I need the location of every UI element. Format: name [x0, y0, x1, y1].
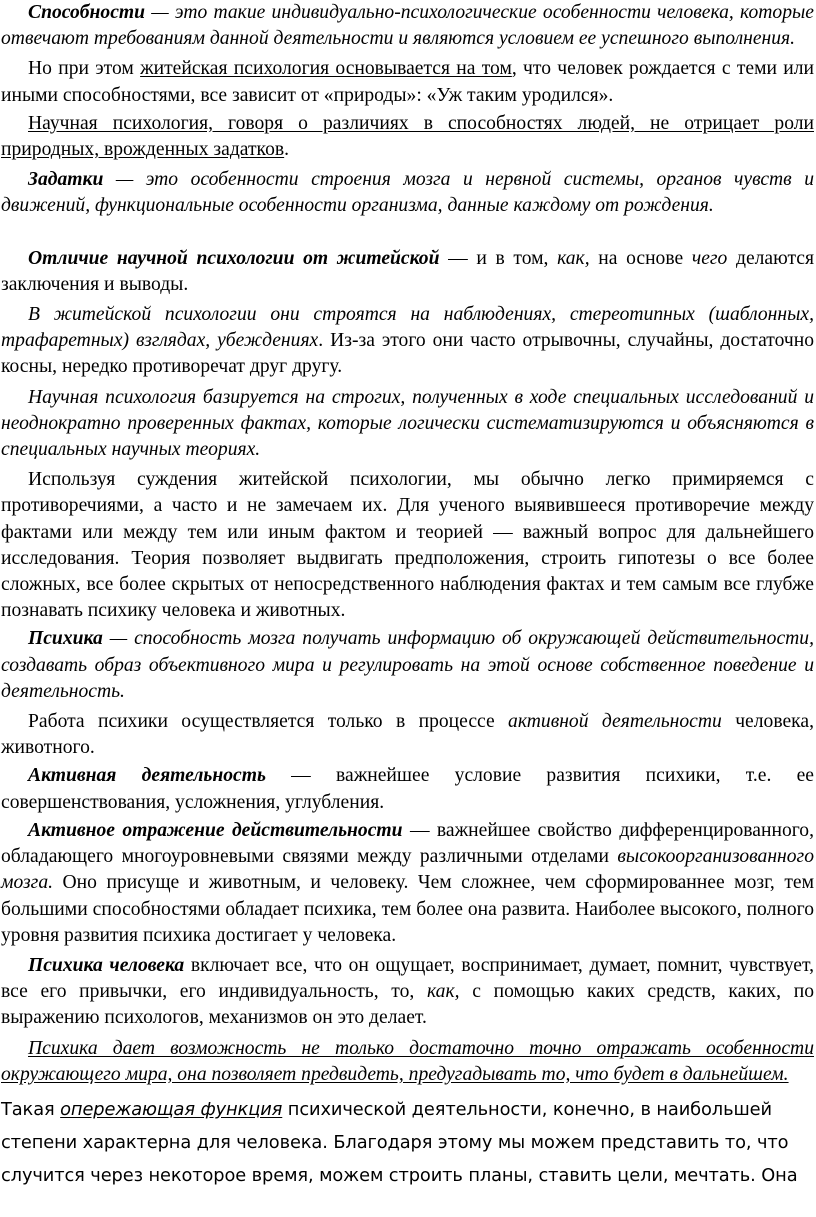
paragraph-scientific-basis: Научная психология базируется на строгих, полученных в ходе специальных исследований и неоднократно проверенных фактах, которые логически систематизируются и объясняются в специальных научных теориях. [1, 386, 814, 461]
paragraph-psyche [1, 626, 814, 705]
term-abilities: Способности [28, 2, 146, 23]
paragraph-abilities [1, 0, 814, 52]
paragraph-everyday-basis: В житейской психологии они строятся на наблюдениях, стереотипных (шаблонных, трафаретных) взглядах, убеждениях. Из-за этого они часто отрывочны, случайны, достаточно косны, нередко противоречат друг другу. [1, 304, 815, 378]
psyche-definition: — способность мозга получать информацию об окружающей действительности, создавать образ объективного мира и регулировать на этой основе собственное поведение и деятельность. [1, 628, 814, 702]
paragraph-active-reflection: Активное отражение действительности — важнейшее свойство дифференцированного, обладающего многоуровневыми связями между различными отделами высокоорганизованного мозга. Оно присуще и животным, и человеку. Чем сложнее, чем сформированнее мозг, тем большими способностями обладает психика, тем более она развита. Наиболее высокого, полного уровня развития психика достигает у человека. [1, 819, 814, 946]
term-active-activity: Активная деятельность [28, 765, 266, 787]
underlined-anticipatory-function: опережающая функция [60, 1098, 283, 1120]
inclinations-definition: — это особенности строения мозга и нервной системы, органов чувств и движений, функциональные особенности организма, данные каждому от рождения. [1, 169, 814, 217]
term-human-psyche: Психика человека [28, 954, 185, 976]
paragraph-human-psyche: Психика человека включает все, что он ощущает, воспринимает, думает, помнит, чувствует, все его привычки, его индивидуальность, то, как, с помощью каких средств, каких, по выражению психологов, механизмов он это делает. [1, 954, 814, 1029]
paragraph-difference: Отличие научной психологии от житейской — и в том, как, на основе чего делаются заключения и выводы. [1, 247, 815, 295]
term-inclinations: Задатки [28, 169, 104, 191]
paragraph-anticipation [1, 1036, 814, 1088]
term-psyche: Психика [28, 628, 103, 650]
paragraph-anticipatory-function: Такая опережающая функция психической деятельности, конечно, в наибольшей степени характерна для человека. Благодаря этому мы можем представить то, что случится через некоторое время, можем строить планы, ставить цели, мечтать. Она [1, 1098, 798, 1186]
paragraph-psyche-work: Работа психики осуществляется только в процессе активной деятельности человека, животного. [1, 711, 814, 759]
underlined-phrase-everyday: житейская психология основывается на том [140, 58, 512, 80]
paragraph-contradictions: Используя суждения житейской психологии, мы обычно легко примиряемся с противоречиями, а часто и не замечаем их. Для ученого выявившееся противоречие между фактами или между тем или иным фактом и теорией — важный вопрос для дальнейшего исследования. Теория позволяет выдвигать предположения, строить гипотезы о все более сложных, все более скрытых от непосредственного наблюдения фактах и тем самым все глубже познавать психику человека и животных. [1, 469, 814, 622]
abilities-definition: — это такие индивидуально-психологические особенности человека, которые отвечают требованиям данной деятельности и являются условием ее успешного выполнения. [1, 2, 814, 50]
paragraph-everyday-psychology: Но при этом житейская психология основывается на том, что человек рождается с теми или иными способностями, все зависит от «природы»: «Уж таким уродился». [1, 58, 814, 106]
underlined-phrase-scientific: Научная психология, говоря о различиях в способностях людей, не отрицает роли природных, врожденных задатков [1, 112, 814, 161]
paragraph-inclinations [1, 167, 814, 219]
term-active-reflection: Активное отражение действительности [28, 819, 403, 841]
paragraph-active-activity: Активная деятельность — важнейшее условие развития психики, т.е. ее совершенствования, усложнения, углубления. [1, 765, 814, 813]
paragraph-scientific-psychology: Научная психология, говоря о различиях в способностях людей, не отрицает роли природных, врожденных задатков. [1, 112, 814, 161]
term-difference: Отличие научной психологии от житейской [28, 247, 440, 269]
underlined-anticipation: Психика дает возможность не только достаточно точно отражать особенности окружающего мира, она позволяет предвидеть, предугадывать то, что будет в дальнейшем. [1, 1037, 814, 1085]
